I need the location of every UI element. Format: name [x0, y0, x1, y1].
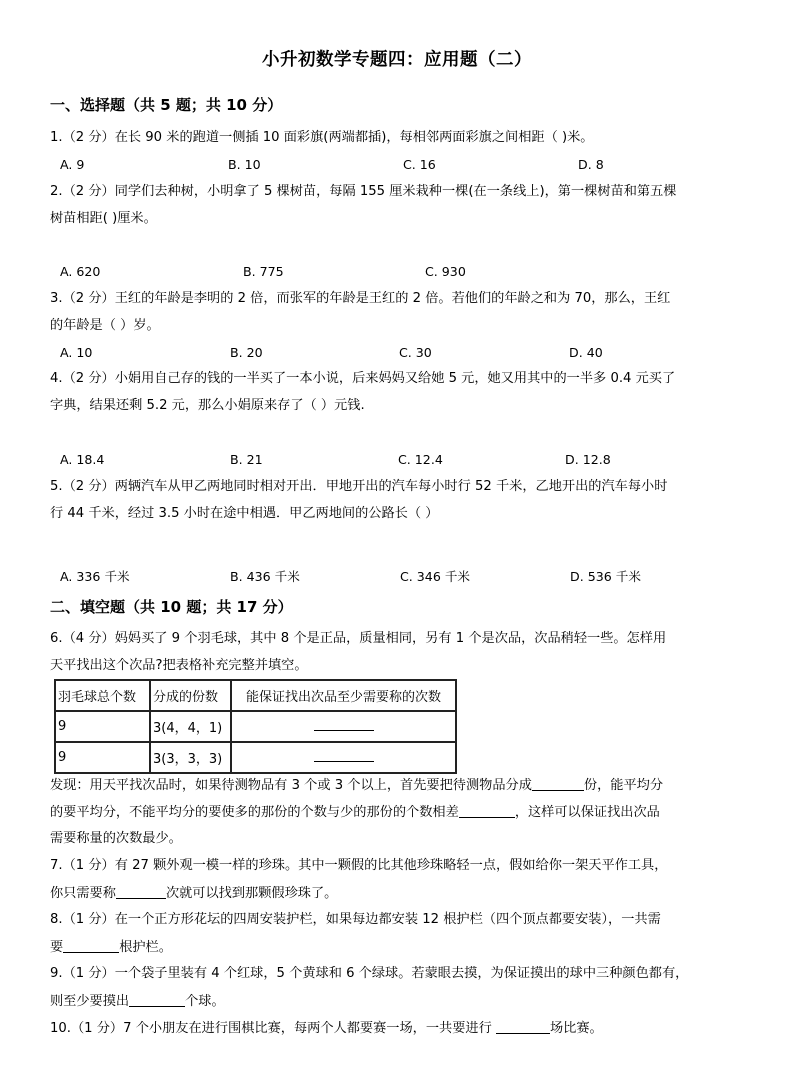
table-header-row	[55, 680, 456, 711]
q5-option-a: A. 336 千米	[60, 569, 130, 584]
question-4-line-1: 4.（2 分）小娟用自己存的钱的一半买了一本小说，后来妈妈又给她 5 元，她又用其中的一半多 0.4 元买了	[50, 371, 676, 386]
table-row	[55, 742, 456, 773]
question-8-line-2	[50, 939, 172, 956]
q3-option-d: D. 40	[569, 345, 603, 360]
answer-blank[interactable]	[63, 939, 119, 953]
q1-option-b: B. 10	[228, 157, 261, 172]
question-7-line-2	[50, 885, 337, 902]
table-header-cell: 羽毛球总个数	[55, 680, 150, 711]
q5-option-c: C. 346 千米	[400, 569, 471, 584]
question-8-line-1: 8.（1 分）在一个正方形花坛的四周安装护栏，如果每边都安装 12 根护栏（四个顶点都要安装），一共需	[50, 912, 661, 927]
answer-blank[interactable]	[532, 777, 584, 791]
q1-option-d: D. 8	[578, 157, 604, 172]
answer-blank[interactable]	[496, 1020, 550, 1034]
finding-text: 的要平均分，不能平均分的要使多的那份的个数与少的那份的个数相差	[50, 805, 459, 820]
question-6-line-2: 天平找出这个次品?把表格补充完整并填空。	[50, 658, 308, 673]
section-heading-choice: 一、选择题（共 5 题；共 10 分）	[50, 96, 283, 114]
page-title: 小升初数学专题四：应用题（二）	[262, 50, 532, 70]
question-text: 次就可以找到那颗假珍珠了。	[165, 886, 338, 901]
table-cell: 3(4，4，1)	[150, 711, 231, 742]
answer-blank[interactable]	[314, 718, 374, 731]
q5-option-b: B. 436 千米	[230, 569, 300, 584]
question-3-line-1: 3.（2 分）王红的年龄是李明的 2 倍，而张军的年龄是王红的 2 倍。若他们的年龄之和为 70，那么，王红	[50, 291, 671, 306]
answer-blank[interactable]	[459, 804, 515, 818]
table-cell: 3(3，3，3)	[150, 742, 231, 773]
question-7-line-1: 7.（1 分）有 27 颗外观一模一样的珍珠。其中一颗假的比其他珍珠略轻一点，假如给你一架天平作工具，	[50, 858, 668, 873]
q4-option-a: A. 18.4	[60, 452, 105, 467]
q2-option-b: B. 775	[243, 264, 284, 279]
question-5-line-2: 行 44 千米，经过 3.5 小时在途中相遇．甲乙两地间的公路长（ ）	[50, 506, 439, 521]
question-6-finding-line-1	[50, 777, 663, 794]
question-6-finding-line-2	[50, 804, 660, 821]
question-5-line-1: 5.（2 分）两辆汽车从甲乙两地同时相对开出．甲地开出的汽车每小时行 52 千米，乙地开出的汽车每小时	[50, 479, 668, 494]
question-3-line-2: 的年龄是（ ）岁。	[50, 318, 160, 333]
question-text: 则至少要摸出	[50, 994, 130, 1009]
table-cell: 9	[55, 742, 150, 773]
finding-text: ，这样可以保证找出次品	[514, 805, 660, 820]
q2-option-c: C. 930	[425, 264, 466, 279]
finding-text: 份，能平均分	[583, 778, 664, 793]
question-1-text: 1.（2 分）在长 90 米的跑道一侧插 10 面彩旗(两端都插)，每相邻两面彩旗之间相距（ )米。	[50, 130, 594, 145]
q2-option-a: A. 620	[60, 264, 101, 279]
question-9-line-1: 9.（1 分）一个袋子里装有 4 个红球，5 个黄球和 6 个绿球。若蒙眼去摸，为保证摸出的球中三种颜色都有，	[50, 966, 689, 981]
q4-option-b: B. 21	[230, 452, 263, 467]
table-cell-answer[interactable]	[231, 711, 456, 742]
table-row	[55, 711, 456, 742]
question-text: 10.（1 分）7 个小朋友在进行围棋比赛，每两个人都要赛一场，一共要进行	[50, 1021, 496, 1036]
table-header-cell: 能保证找出次品至少需要称的次数	[231, 680, 456, 711]
table-cell: 9	[55, 711, 150, 742]
q3-option-a: A. 10	[60, 345, 93, 360]
question-2-line-2: 树苗相距( )厘米。	[50, 211, 157, 226]
table-header-cell: 分成的份数	[150, 680, 231, 711]
q4-option-c: C. 12.4	[398, 452, 443, 467]
q3-option-b: B. 20	[230, 345, 263, 360]
q3-option-c: C. 30	[399, 345, 432, 360]
question-text: 根护栏。	[119, 940, 172, 955]
q4-option-d: D. 12.8	[565, 452, 611, 467]
question-10-line-1	[50, 1020, 603, 1037]
answer-blank[interactable]	[116, 885, 166, 899]
answer-blank[interactable]	[314, 749, 374, 762]
question-text: 场比赛。	[549, 1021, 603, 1036]
finding-text: 发现：用天平找次品时，如果待测物品有 3 个或 3 个以上，首先要把待测物品分成	[50, 778, 532, 793]
section-heading-fill: 二、填空题（共 10 题；共 17 分）	[50, 598, 293, 616]
q5-option-d: D. 536 千米	[570, 569, 641, 584]
question-6-line-1: 6.（4 分）妈妈买了 9 个羽毛球，其中 8 个是正品，质量相同，另有 1 个是次品，次品稍轻一些。怎样用	[50, 631, 667, 646]
question-9-line-2	[50, 993, 225, 1010]
q1-option-a: A. 9	[60, 157, 85, 172]
table-cell-answer[interactable]	[231, 742, 456, 773]
question-text: 个球。	[185, 994, 225, 1009]
question-6-finding-line-3: 需要称量的次数最少。	[50, 831, 182, 846]
question-4-line-2: 字典，结果还剩 5.2 元，那么小娟原来存了（ ）元钱.	[50, 398, 365, 413]
q1-option-c: C. 16	[403, 157, 436, 172]
question-2-line-1: 2.（2 分）同学们去种树，小明拿了 5 棵树苗，每隔 155 厘米栽种一棵(在一条线上)，第一棵树苗和第五棵	[50, 184, 677, 199]
question-text: 你只需要称	[50, 886, 116, 901]
answer-blank[interactable]	[129, 993, 185, 1007]
weighing-table	[54, 679, 457, 774]
question-text: 要	[50, 940, 64, 955]
